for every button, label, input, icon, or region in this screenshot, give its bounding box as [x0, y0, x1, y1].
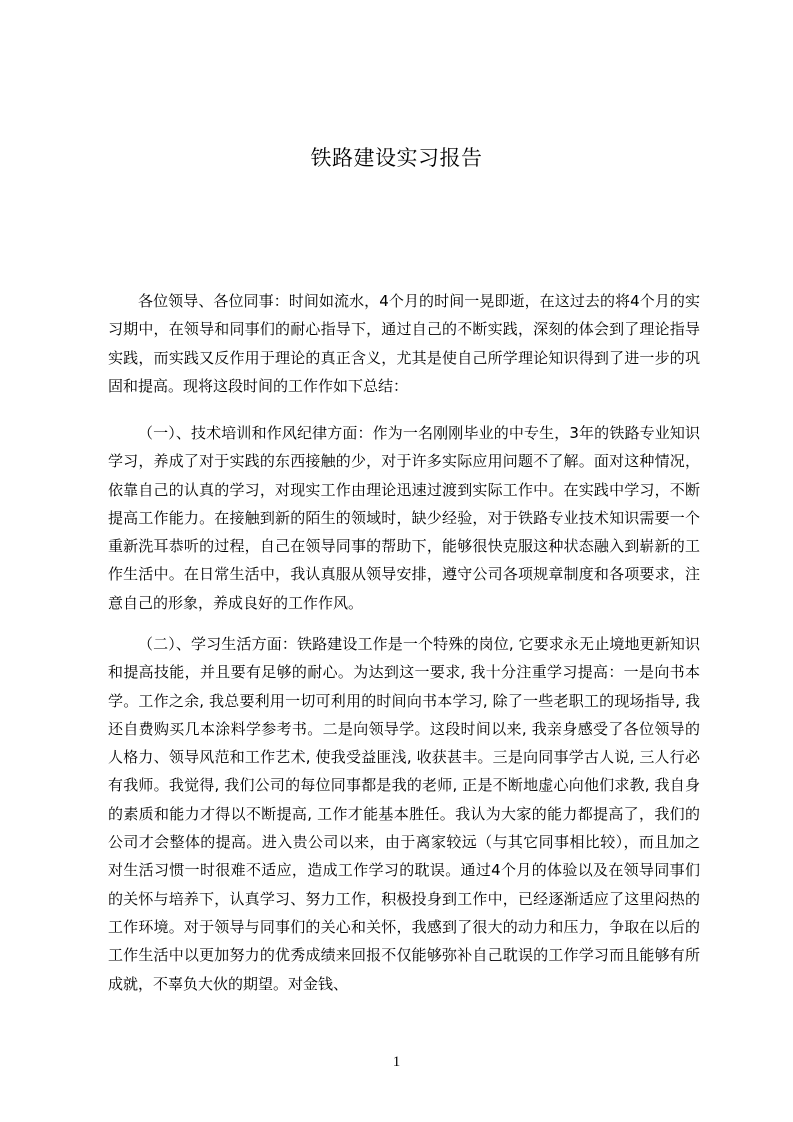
paragraph-intro: 各位领导、各位同事：时间如流水，4个月的时间一晃即逝，在这过去的将4个月的实习期中，在领导和同事们的耐心指导下，通过自己的不断实践，深刻的体会到了理论指导实践，而实践又反作用于理论的真正含义，尤其是使自己所学理论知识得到了进一步的巩固和提高。现将这段时间的工作作如下总结：: [108, 292, 700, 395]
page-number: 1: [392, 1054, 401, 1070]
paragraph-study: （二）、学习生活方面：铁路建设工作是一个特殊的岗位, 它要求永无止境地更新知识和提高技能，并且要有足够的耐心。为达到这一要求, 我十分注重学习提高：一是向书本学。工作之余, 我总要利用一切可利用的时间向书本学习, 除了一些老职工的现场指导, 我还自费购买几本涂料学参考书。二是向领导学。这段时间以来, 我亲身感受了各位领导的人格力、领导风范和工作艺术, 使我受益匪浅, 收获甚丰。三是向同事学古人说, 三人行必有我师。我觉得, 我们公司的每位同事都是我的老师, 正是不断地虚心向他们求教, 我自身的素质和能力才得以不断提高, 工作才能基本胜任。我认为大家的能力都提高了，我们的公司才会整体的提高。进入贵公司以来，由于离家较远（与其它同事相比较），而且加之对生活习惯一时很难不适应，造成工作学习的耽误。通过4个月的体验以及在领导同事们的关怀与培养下，认真学习、努力工作，积极投身到工作中，已经逐渐适应了这里闷热的工作环境。对于领导与同事们的关心和关怀，我感到了很大的动力和压力，争取在以后的工作生活中以更加努力的优秀成绩来回报不仅能够弥补自己耽误的工作学习而且能够有所成就，不辜负大伙的期望。对金钱、: [108, 635, 700, 993]
document-title: 铁路建设实习报告: [310, 146, 483, 170]
paragraph-training: （一）、技术培训和作风纪律方面：作为一名刚刚毕业的中专生，3年的铁路专业知识学习，养成了对于实践的东西接触的少，对于许多实际应用问题不了解。面对这种情况，依靠自己的认真的学习，对现实工作由理论迅速过渡到实际工作中。在实践中学习，不断提高工作能力。在接触到新的陌生的领域时，缺少经验，对于铁路专业技术知识需要一个重新洗耳恭听的过程，自己在领导同事的帮助下，能够很快克服这种状态融入到崭新的工作生活中。在日常生活中，我认真服从领导安排，遵守公司各项规章制度和各项要求，注意自己的形象，养成良好的工作作风。: [108, 424, 700, 612]
